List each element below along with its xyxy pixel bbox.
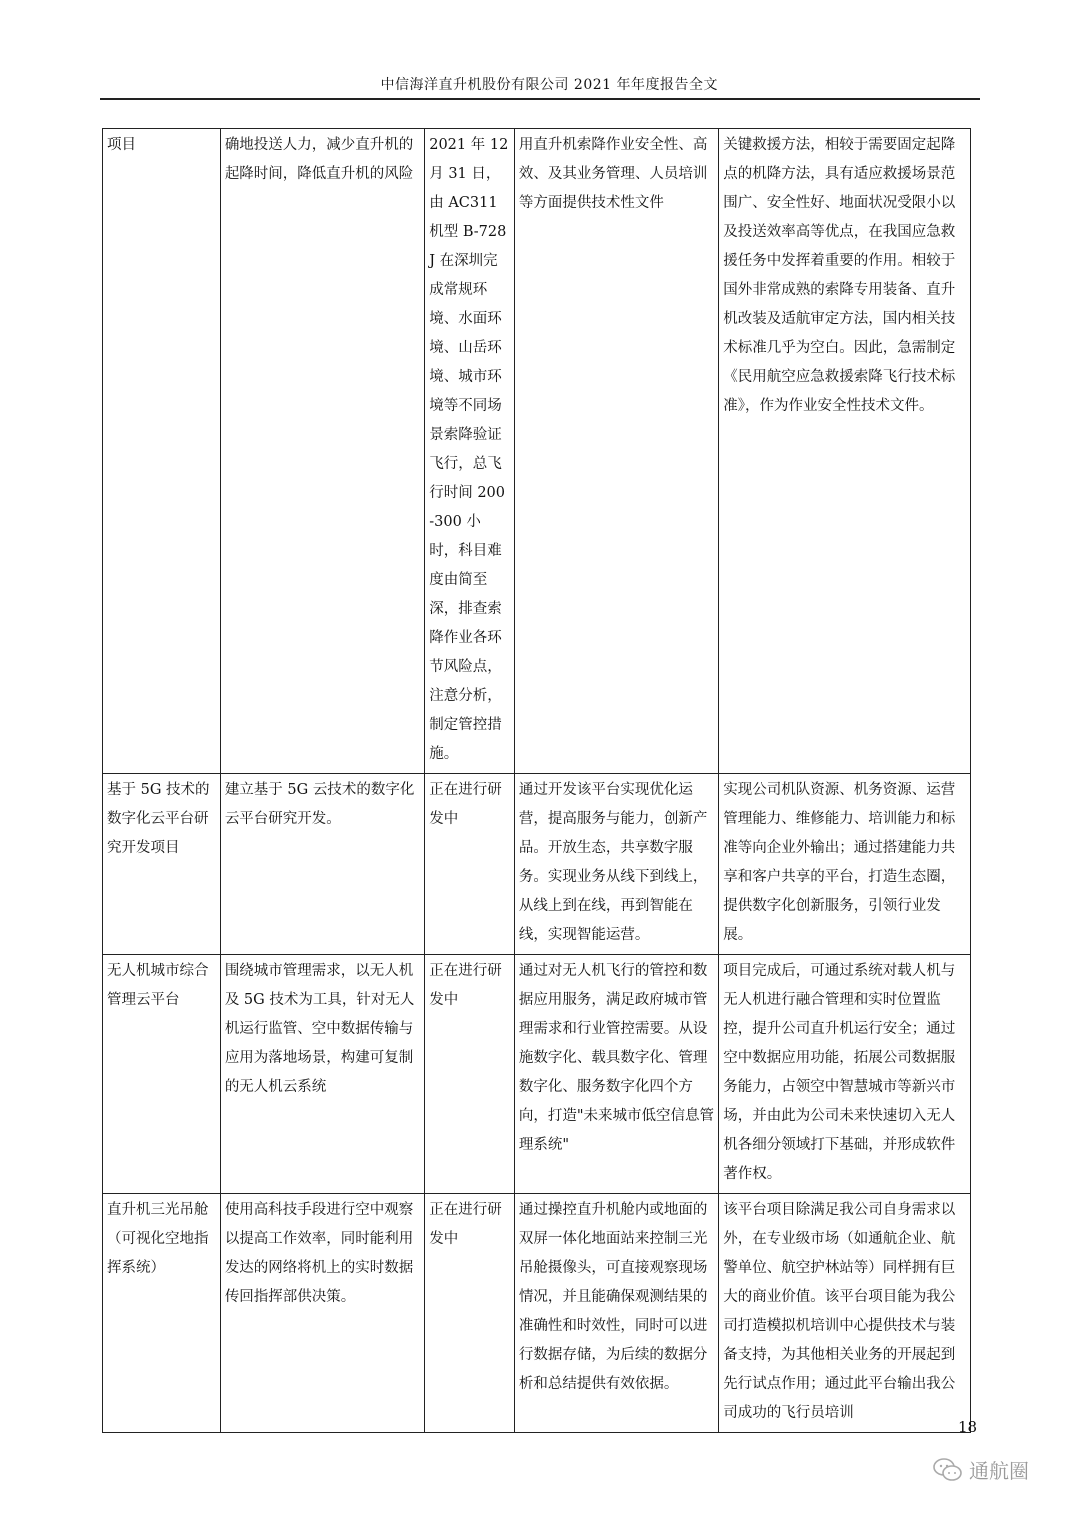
project-impact-cell: 项目完成后，可通过系统对载人机与无人机进行融合管理和实时位置监控，提升公司直升机运行安全；通过空中数据应用功能，拓展公司数据服务能力，占领空中智慧城市等新兴市场，并由此为公司未来快速切入无人机各细分领域打下基础，并形成软件著作权。 (719, 955, 971, 1194)
project-impact-cell: 该平台项目除满足我公司自身需求以外，在专业级市场（如通航企业、航警单位、航空护林站等）同样拥有巨大的商业价值。该平台项目能为我公司打造模拟机培训中心提供技术与装备支持，为其他相关业务的开展起到先行试点作用；通过此平台输出我公司成功的飞行员培训 (719, 1194, 971, 1433)
page-header (100, 74, 978, 94)
project-name-cell: 无人机城市综合管理云平台 (103, 955, 221, 1194)
project-content-cell: 确地投送人力，减少直升机的起降时间，降低直升机的风险 (220, 129, 424, 774)
project-status-cell: 正在进行研发中 (425, 955, 515, 1194)
project-name-cell: 基于 5G 技术的数字化云平台研究开发项目 (103, 774, 221, 955)
project-status-cell: 2021 年 12 月 31 日，由 AC311 机型 B-728J 在深圳完成常规环境、水面环境、山岳环境、城市环境等不同场景索降验证飞行，总飞行时间 200-300 小时，科目难度由简至深，排查索降作业各环节风险点，注意分析，制定管控措施。 (425, 129, 515, 774)
header-rule (100, 98, 980, 100)
rd-projects-table (102, 128, 971, 1433)
project-name-cell: 项目 (103, 129, 221, 774)
wechat-icon (933, 1457, 963, 1483)
project-goal-cell: 用直升机索降作业安全性、高效、及其业务管理、人员培训等方面提供技术性文件 (514, 129, 718, 774)
watermark (933, 1455, 1029, 1484)
watermark-text: 通航圈 (969, 1459, 1029, 1483)
project-goal-cell: 通过操控直升机舱内或地面的双屏一体化地面站来控制三光吊舱摄像头，可直接观察现场情况，并且能确保观测结果的准确性和时效性，同时可以进行数据存储，为后续的数据分析和总结提供有效依据。 (514, 1194, 718, 1433)
project-status-cell: 正在进行研发中 (425, 774, 515, 955)
project-content-cell: 围绕城市管理需求，以无人机及 5G 技术为工具，针对无人机运行监管、空中数据传输与应用为落地场景，构建可复制的无人机云系统 (220, 955, 424, 1194)
table-row (103, 955, 971, 1194)
project-goal-cell: 通过开发该平台实现优化运营，提高服务与能力，创新产品。开放生态，共享数字服务。实现业务从线下到线上，从线上到在线，再到智能在线，实现智能运营。 (514, 774, 718, 955)
project-goal-cell: 通过对无人机飞行的管控和数据应用服务，满足政府城市管理需求和行业管控需要。从设施数字化、载具数字化、管理数字化、服务数字化四个方向，打造"未来城市低空信息管理系统" (514, 955, 718, 1194)
project-impact-cell: 关键救援方法，相较于需要固定起降点的机降方法，具有适应救援场景范围广、安全性好、地面状况受限小以及投送效率高等优点，在我国应急救援任务中发挥着重要的作用。相较于国外非常成熟的索降专用装备、直升机改装及适航审定方法，国内相关技术标准几乎为空白。因此，急需制定《民用航空应急救援索降飞行技术标准》，作为作业安全性技术文件。 (719, 129, 971, 774)
table-row (103, 1194, 971, 1433)
table-row (103, 774, 971, 955)
project-name-cell: 直升机三光吊舱（可视化空地指挥系统） (103, 1194, 221, 1433)
project-content-cell: 使用高科技手段进行空中观察以提高工作效率，同时能利用发达的网络将机上的实时数据传回指挥部供决策。 (220, 1194, 424, 1433)
project-status-cell: 正在进行研发中 (425, 1194, 515, 1433)
header-title: 中信海洋直升机股份有限公司 2021 年年度报告全文 (380, 77, 718, 93)
table-row (103, 129, 971, 774)
project-content-cell: 建立基于 5G 云技术的数字化云平台研究开发。 (220, 774, 424, 955)
page-number: 18 (958, 1418, 978, 1436)
project-impact-cell: 实现公司机队资源、机务资源、运营管理能力、维修能力、培训能力和标准等向企业外输出；通过搭建能力共享和客户共享的平台，打造生态圈，提供数字化创新服务，引领行业发展。 (719, 774, 971, 955)
